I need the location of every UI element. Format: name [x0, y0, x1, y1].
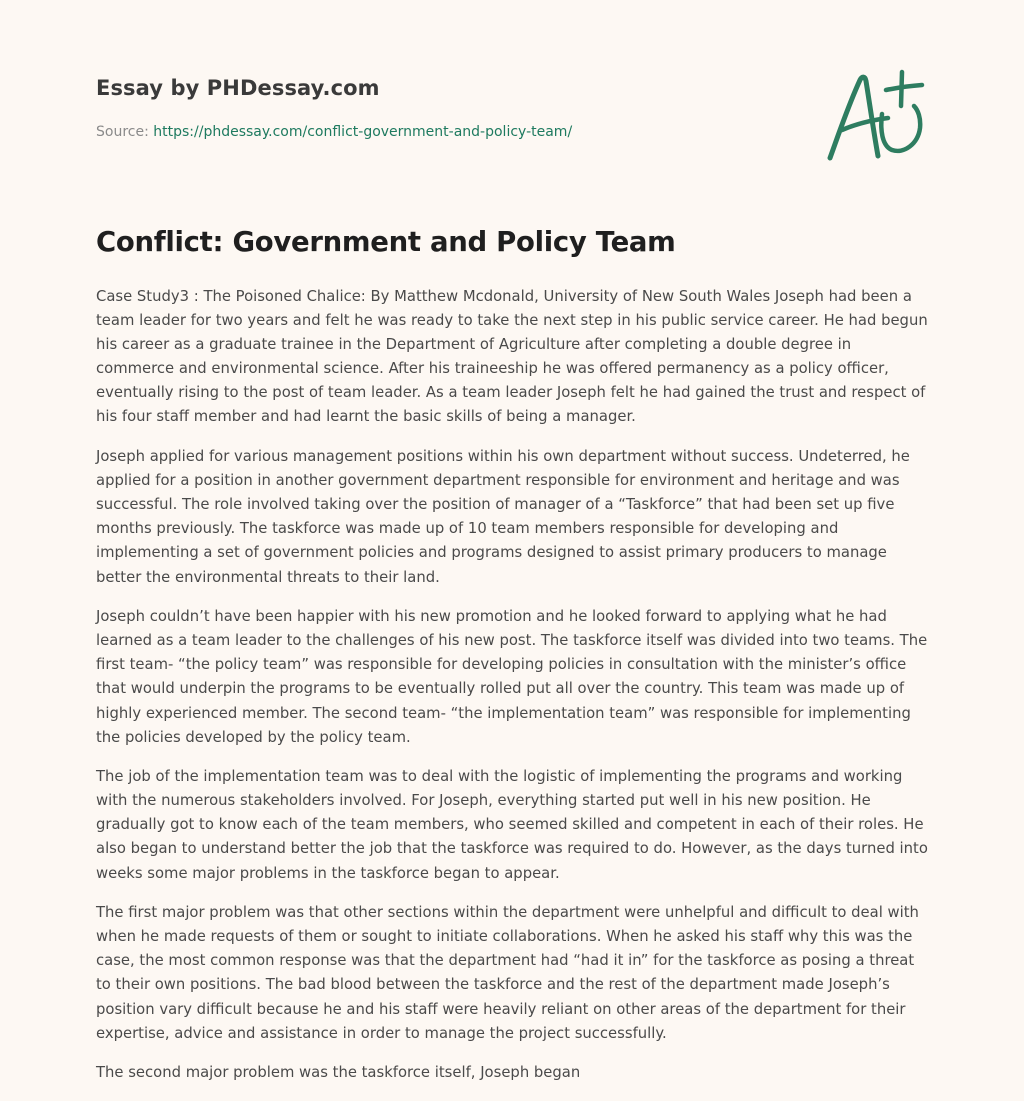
article-title: Conflict: Government and Policy Team — [96, 226, 676, 258]
paragraph: Joseph applied for various management positions within his own department without success. Undeterred, he applied for a position in another government department responsible for environment and heritage and was successful. The role involved taking over the position of manager of a “Taskforce” that had been set up five months previously. The taskforce was made up of 10 team members responsible for developing and implementing a set of government policies and programs designed to assist primary producers to manage better the environmental threats to their land. — [96, 448, 910, 586]
paragraph: Joseph couldn’t have been happier with his new promotion and he looked forward to applying what he had learned as a team leader to the challenges of his new post. The taskforce itself was divided into two teams. The first team- “the policy team” was responsible for developing policies in consultation with the minister’s office that would underpin the programs to be eventually rolled put all over the country. This team was made up of highly experienced member. The second team- “the implementation team” was responsible for implementing the policies developed by the policy team. — [96, 608, 928, 746]
source-link[interactable]: https://phdessay.com/conflict-government-and-policy-team/ — [153, 124, 573, 140]
article-body — [96, 285, 932, 1101]
paragraph: The second major problem was the taskforce itself, Joseph began — [96, 1064, 581, 1082]
site-brand: Essay by PHDessay.com — [96, 76, 380, 100]
source-label: Source: — [96, 124, 149, 140]
paragraph: The first major problem was that other sections within the department were unhelpful and difficult to deal with when he made requests of them or sought to initiate collaborations. When he asked his staff why this was the case, the most common response was that the department had “had it in” for the taskforce as posing a threat to their own positions. The bad blood between the taskforce and the rest of the department made Joseph’s position vary difficult because he and his staff were heavily reliant on other areas of the department for their expertise, advice and assistance in order to manage the project successfully. — [96, 904, 919, 1042]
source-line — [96, 124, 572, 140]
a-plus-grade-icon — [822, 66, 932, 166]
paragraph: The job of the implementation team was to deal with the logistic of implementing the programs and working with the numerous stakeholders involved. For Joseph, everything started put well in his new position. He gradually got to know each of the team members, who seemed skilled and competent in each of their roles. He also began to understand better the job that the taskforce was required to do. However, as the days turned into weeks some major problems in the taskforce began to appear. — [96, 768, 928, 882]
paragraph: Case Study3 : The Poisoned Chalice: By Matthew Mcdonald, University of New South Wales Joseph had been a team leader for two years and felt he was ready to take the next step in his public service career. He had begun his career as a graduate trainee in the Department of Agriculture after completing a double degree in commerce and environmental science. After his traineeship he was offered permanency as a policy officer, eventually rising to the post of team leader. As a team leader Joseph felt he had gained the trust and respect of his four staff member and had learnt the basic skills of being a manager. — [96, 288, 928, 426]
